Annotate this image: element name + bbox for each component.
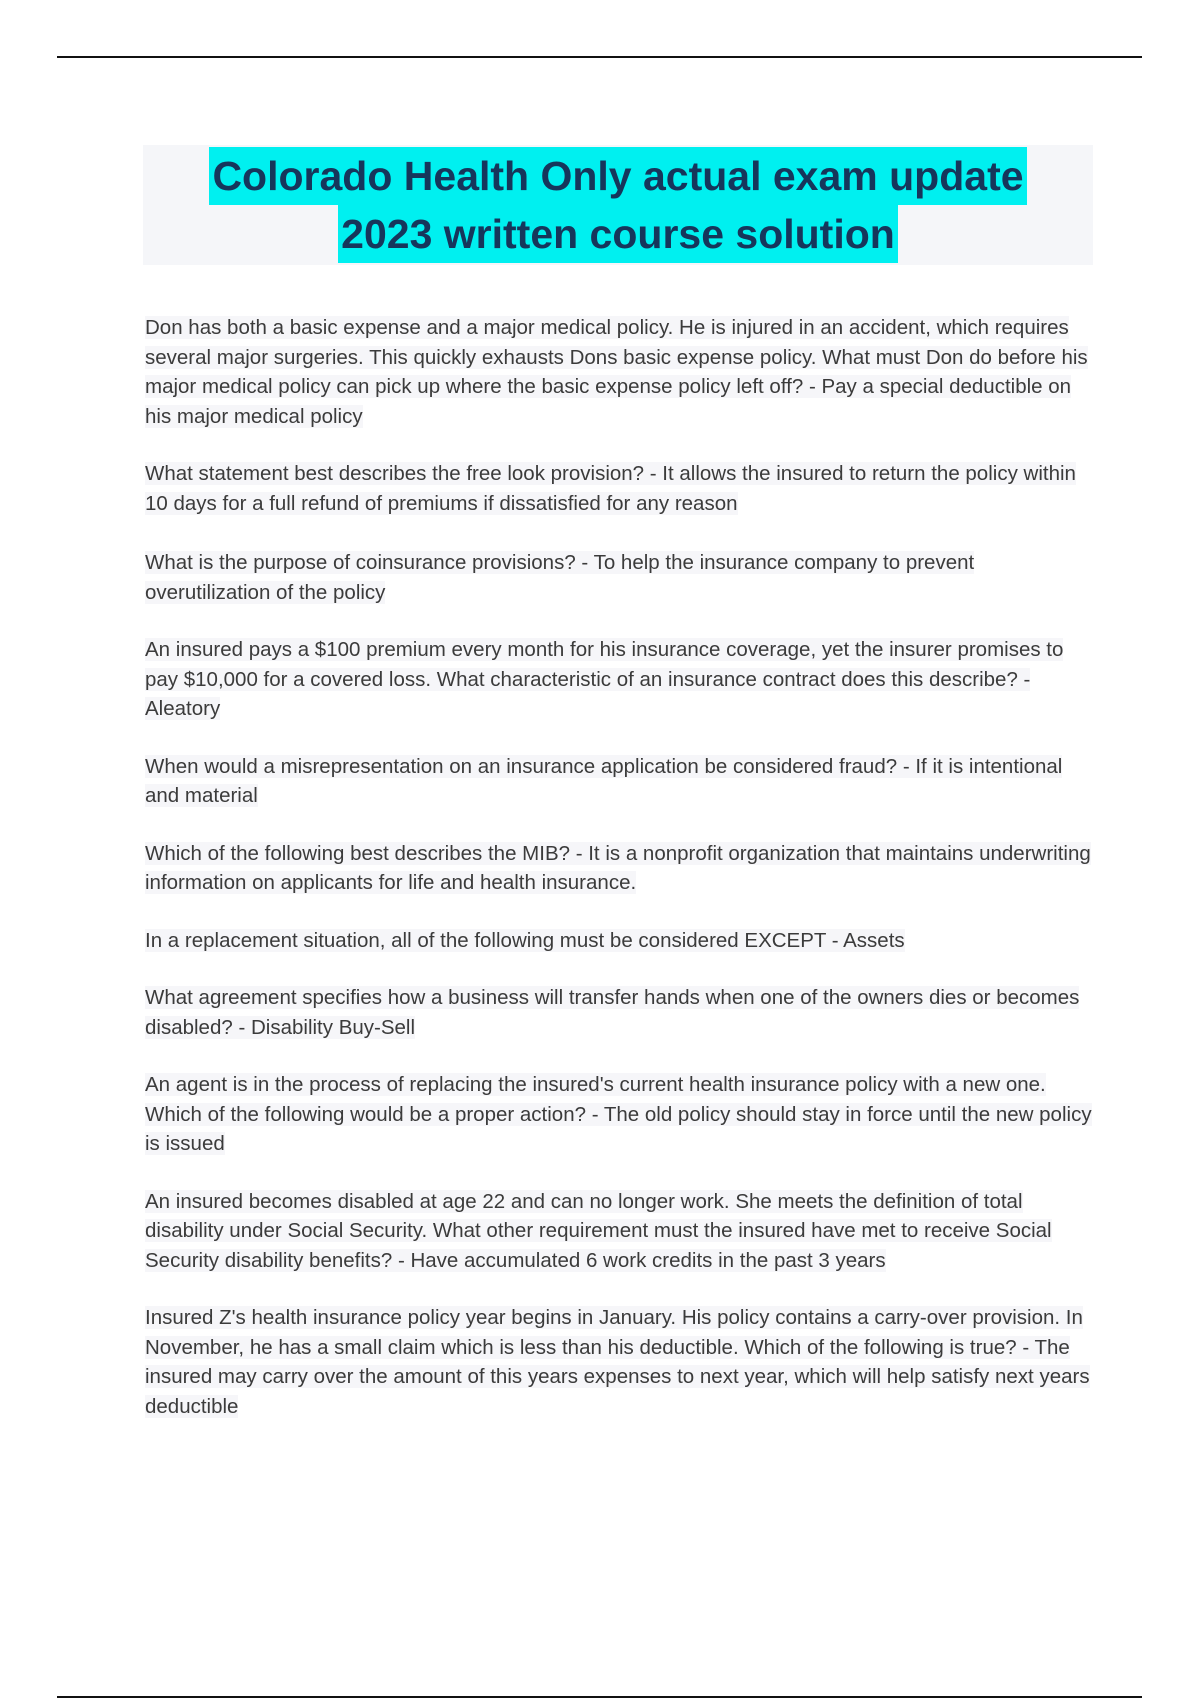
- qa-text: In a replacement situation, all of the following must be considered EXCEPT - Assets: [145, 928, 905, 952]
- qa-text: Don has both a basic expense and a major medical policy. He is injured in an accident, which requires several major surgeries. This quickly exhausts Dons basic expense policy. What must Don do before his major medical policy can pick up where the basic expense policy left off? - Pay a special deductible on his major medical policy: [145, 316, 1088, 428]
- qa-item: [145, 839, 1095, 898]
- bottom-rule: [57, 1696, 1142, 1698]
- qa-text: An agent is in the process of replacing the insured's current health insurance policy with a new one. Which of the following would be a proper action? - The old policy should stay in force until the new policy is issued: [145, 1073, 1092, 1155]
- qa-text: What statement best describes the free look provision? - It allows the insured to return the policy within 10 days for a full refund of premiums if dissatisfied for any reason: [145, 462, 1076, 515]
- qa-item: [145, 1303, 1095, 1421]
- document-title-line-1: Colorado Health Only actual exam update: [209, 147, 1026, 205]
- qa-item: [145, 313, 1095, 431]
- qa-text: An insured becomes disabled at age 22 and can no longer work. She meets the definition of total disability under Social Security. What other requirement must the insured have met to receive Social Security disability benefits? - Have accumulated 6 work credits in the past 3 years: [145, 1189, 1052, 1272]
- qa-item: [145, 983, 1095, 1042]
- qa-text: When would a misrepresentation on an insurance application be considered fraud? - If it is intentional and material: [145, 754, 1063, 807]
- qa-item: [145, 459, 1095, 518]
- qa-item: [145, 635, 1095, 724]
- qa-list: [145, 313, 1095, 1449]
- qa-item: [145, 1070, 1095, 1159]
- qa-text: An insured pays a $100 premium every month for his insurance coverage, yet the insurer promises to pay $10,000 for a covered loss. What characteristic of an insurance contract does this describe? - Aleatory: [145, 638, 1064, 720]
- qa-item: [145, 752, 1095, 811]
- qa-text: What is the purpose of coinsurance provisions? - To help the insurance company to prevent overutilization of the policy: [145, 551, 975, 604]
- qa-text: What agreement specifies how a business will transfer hands when one of the owners dies or becomes disabled? - Disability Buy-Sell: [145, 986, 1080, 1039]
- qa-item: [145, 926, 1095, 956]
- qa-text: Insured Z's health insurance policy year begins in January. His policy contains a carry-over provision. In November, he has a small claim which is less than his deductible. Which of the following is true? - The insured may carry over the amount of this years expenses to next year, which will help satisfy next years deductible: [145, 1306, 1090, 1418]
- qa-text: Which of the following best describes the MIB? - It is a nonprofit organization that maintains underwriting information on applicants for life and health insurance.: [145, 841, 1091, 894]
- top-rule: [57, 56, 1142, 58]
- title-block: [143, 145, 1093, 265]
- qa-item: [145, 1187, 1095, 1276]
- document-title-line-2: 2023 written course solution: [338, 205, 898, 263]
- qa-item: [145, 548, 1095, 607]
